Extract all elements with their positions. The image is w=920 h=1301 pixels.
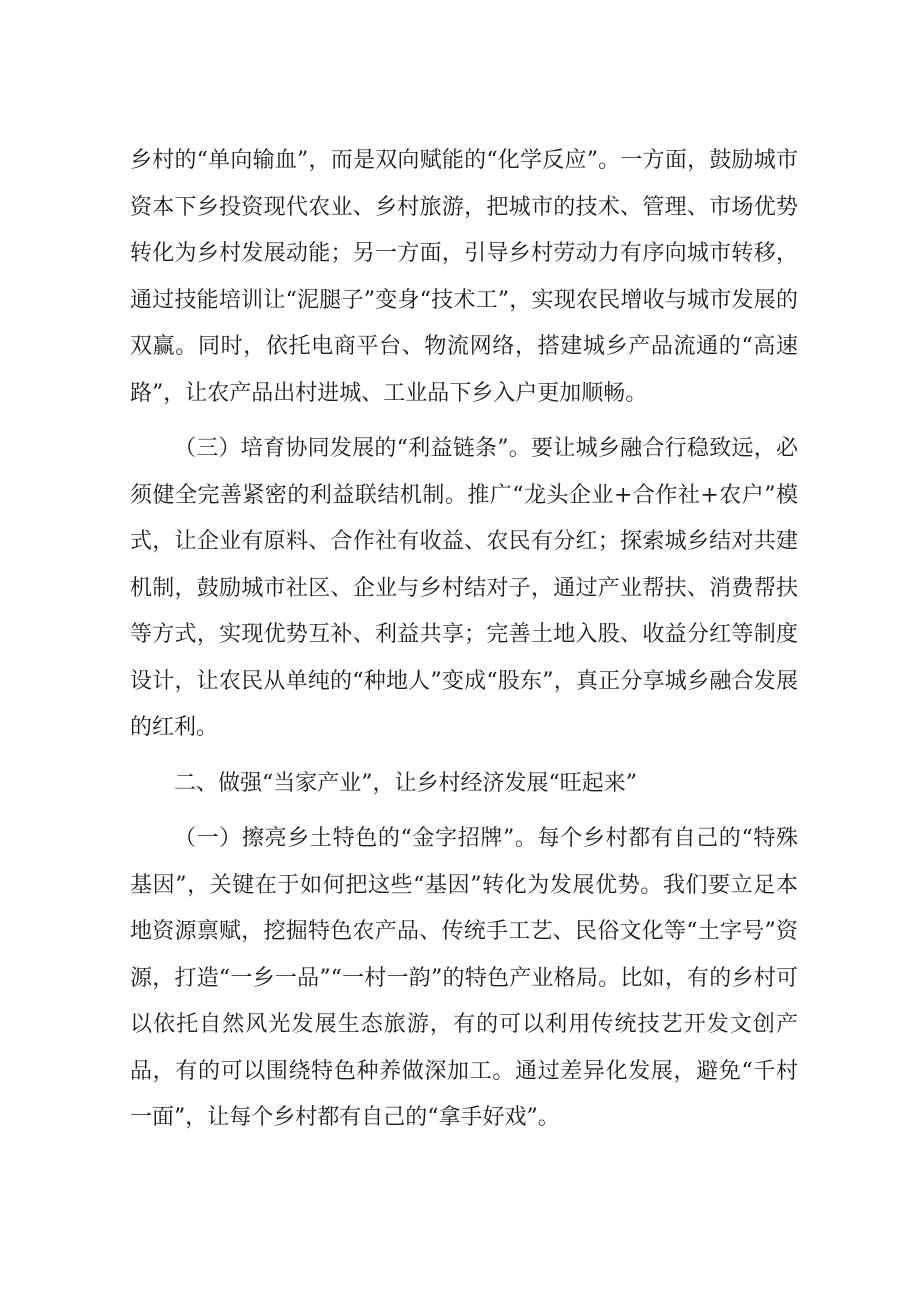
section-heading-two: 二、做强“当家产业”，让乡村经济发展“旺起来” bbox=[174, 770, 637, 796]
paragraph-section-one: （一）擦亮乡土特色的“金字招牌”。每个乡村都有自己的“特殊基因”，关键在于如何把这些“基因”转化为发展优势。我们要立足本地资源禀赋，挖掘特色农产品、传统手工艺、民俗文化等“土字号”资源，打造“一乡一品”“一村一韵”的特色产业格局。比如，有的乡村可以依托自然风光发展生态旅游，有的可以利用传统技艺开发文创产品，有的可以围绕特色种养做深加工。通过差异化发展，避免“千村一面”，让每个乡村都有自己的“拿手好戏”。 bbox=[130, 826, 798, 1130]
document-body bbox=[130, 138, 798, 1151]
paragraph-section-three: （三）培育协同发展的“利益链条”。要让城乡融合行稳致远，必须健全完善紧密的利益联结机制。推广“龙头企业+合作社+农户”模式，让企业有原料、合作社有收益、农民有分红；探索城乡结对共建机制，鼓励城市社区、企业与乡村结对子，通过产业帮扶、消费帮扶等方式，实现优势互补、利益共享；完善土地入股、收益分红等制度设计，让农民从单纯的“种地人”变成“股东”，真正分享城乡融合发展的红利。 bbox=[130, 436, 798, 740]
paragraph-continuation: 乡村的“单向输血”，而是双向赋能的“化学反应”。一方面，鼓励城市资本下乡投资现代农业、乡村旅游，把城市的技术、管理、市场优势转化为乡村发展动能；另一方面，引导乡村劳动力有序向城市转移，通过技能培训让“泥腿子”变身“技术工”，实现农民增收与城市发展的双赢。同时，依托电商平台、物流网络，搭建城乡产品流通的“高速路”，让农产品出村进城、工业品下乡入户更加顺畅。 bbox=[130, 148, 798, 406]
